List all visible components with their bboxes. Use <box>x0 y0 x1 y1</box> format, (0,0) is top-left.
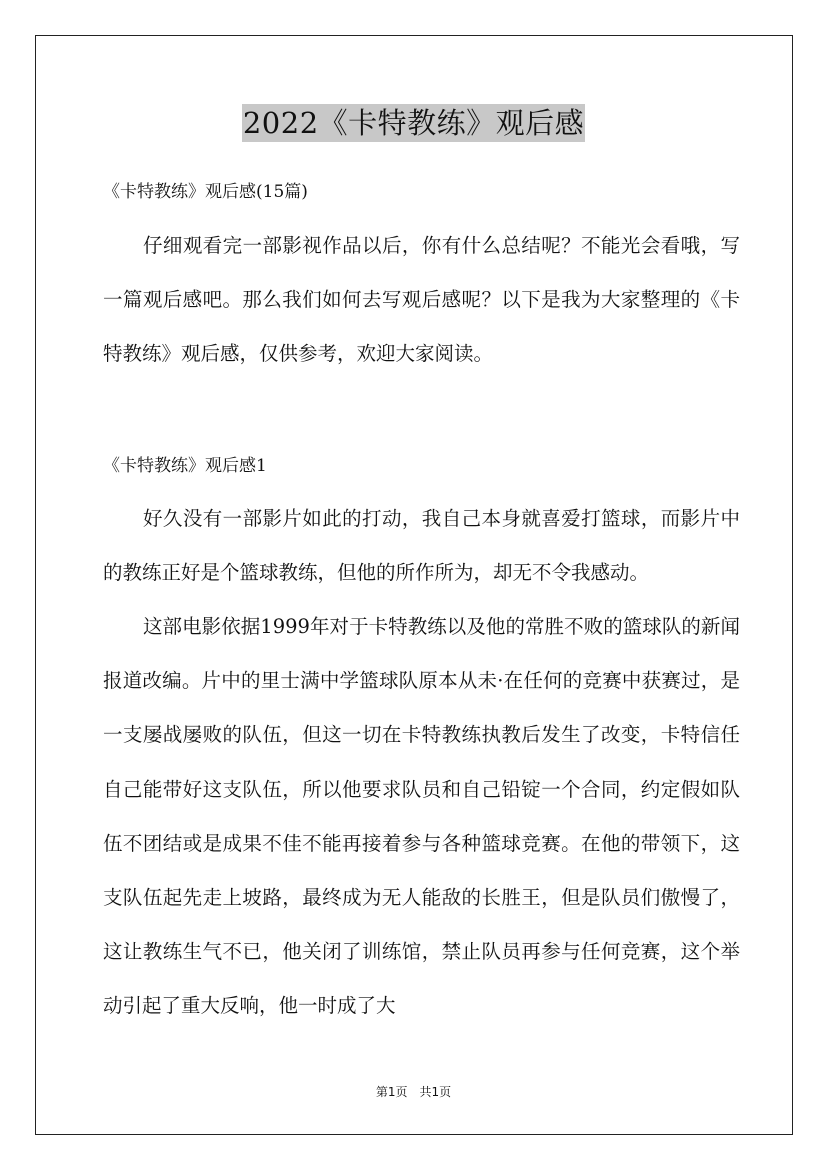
document-title <box>0 103 827 142</box>
section-1-paragraph-2: 这部电影依据1999年对于卡特教练以及他的常胜不败的篮球队的新闻报道改编。片中的里士满中学篮球队原本从未·在任何的竞赛中获赛过，是一支屡战屡败的队伍，但这一切在卡特教练执教后发生了改变，卡特信任自己能带好这支队伍，所以他要求队员和自己铅锭一个合同，约定假如队伍不团结或是成果不佳不能再接着参与各种篮球竞赛。在他的带领下，这支队伍起先走上坡路，最终成为无人能敌的长胜王，但是队员们傲慢了，这让教练生气不已，他关闭了训练馆，禁止队员再参与任何竞赛，这个举动引起了重大反响，他一时成了大 <box>103 615 740 1018</box>
document-title-text: 2022《卡特教练》观后感 <box>242 106 585 140</box>
series-subheading: 《卡特教练》观后感(15篇) <box>103 182 308 202</box>
intro-paragraph: 仔细观看完一部影视作品以后，你有什么总结呢？不能光会看哦，写一篇观后感吧。那么我们如何去写观后感呢？以下是我为大家整理的《卡特教练》观后感，仅供参考，欢迎大家阅读。 <box>103 234 740 366</box>
section-1-paragraph-1: 好久没有一部影片如此的打动，我自己本身就喜爱打篮球，而影片中的教练正好是个篮球教练，但他的所作所为，却无不令我感动。 <box>103 507 740 585</box>
section-1-heading: 《卡特教练》观后感1 <box>103 456 267 476</box>
page-number: 第1页 共1页 <box>375 1085 452 1099</box>
